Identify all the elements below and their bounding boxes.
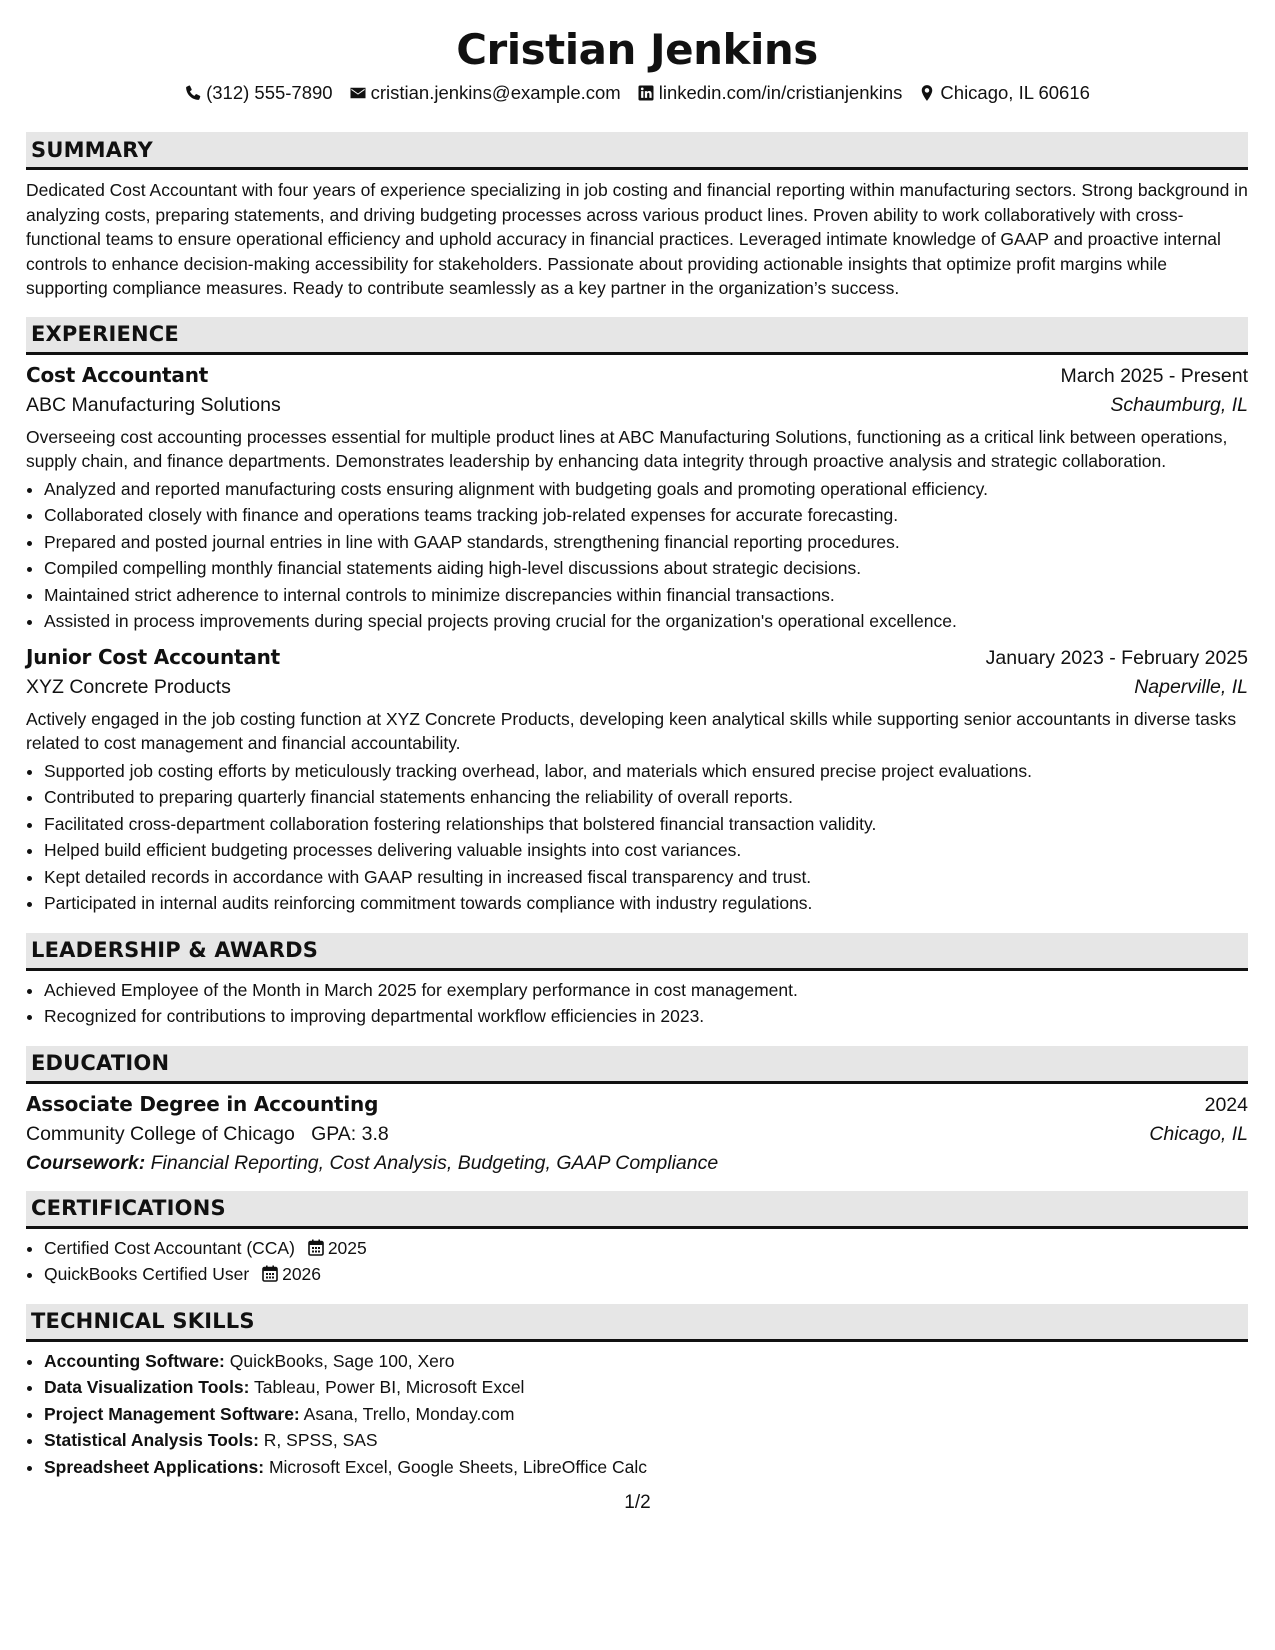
certification-year: 2026 (282, 1264, 322, 1284)
list-item: • Helped build efficient budgeting processes delivering valuable insights into cost variances. (44, 837, 1248, 864)
skill-values: Microsoft Excel, Google Sheets, LibreOffice Calc (268, 1456, 648, 1477)
list-item (44, 1427, 1248, 1454)
job-entry (26, 645, 1248, 917)
skill-values: R, SPSS, SAS (263, 1430, 378, 1450)
job-title: Cost Accountant (26, 362, 209, 387)
skill-values: QuickBooks, Sage 100, Xero (229, 1350, 455, 1371)
skills-section (26, 1304, 1248, 1481)
phone-text: (312) 555-7890 (206, 82, 333, 103)
summary-text: Dedicated Cost Accountant with four years of experience specializing in job costing and financial reporting within manufacturing sectors. Strong background in analyzing costs, preparing statements, and driving budgeting processes across various product lines. Proven ability to work collaboratively with cross-functional teams to ensure operational efficiency and uphold accuracy in financial practices. Leveraged intimate knowledge of GAAP and proactive internal controls to enhance decision-making accessibility for stakeholders. Passionate about providing actionable insights that optimize profit margins while supporting compliance measures. Ready to contribute seamlessly as a key partner in the organization’s success. (26, 180, 1248, 298)
education-section (26, 1046, 1248, 1175)
certification-name: Certified Cost Accountant (CCA) (44, 1237, 295, 1258)
job-dates: March 2025 - Present (1060, 364, 1248, 387)
list-item (44, 1261, 1248, 1288)
contact-phone[interactable] (184, 80, 333, 106)
company-name: ABC Manufacturing Solutions (26, 393, 281, 416)
certifications-section (26, 1191, 1248, 1288)
list-item: • Supported job costing efforts by meticulously tracking overhead, labor, and materials which ensured precise project evaluations. (44, 758, 1248, 785)
coursework-line (26, 1152, 718, 1175)
linkedin-text: linkedin.com/in/cristianjenkins (658, 82, 903, 103)
job-location: Schaumburg, IL (1110, 393, 1248, 416)
list-item: • Recognized for contributions to improving departmental workflow efficiencies in 2023. (44, 1003, 1248, 1030)
map-pin-icon (918, 84, 936, 102)
awards-section (26, 933, 1248, 1030)
skill-category: Project Management Software: (44, 1403, 300, 1424)
linkedin-icon (637, 84, 655, 102)
skill-category: Data Visualization Tools: (44, 1377, 250, 1397)
job-location: Naperville, IL (1134, 675, 1248, 698)
education-entry (26, 1092, 1248, 1175)
section-heading: EXPERIENCE (26, 317, 1248, 355)
skill-values: Tableau, Power BI, Microsoft Excel (254, 1377, 525, 1397)
coursework-label: Coursework: (26, 1151, 146, 1174)
company-name: XYZ Concrete Products (26, 675, 231, 698)
list-item: • Contributed to preparing quarterly financial statements enhancing the reliability of overall reports. (44, 784, 1248, 811)
awards-list (26, 977, 1248, 1030)
list-item: • Collaborated closely with finance and operations teams tracking job-related expenses for accurate forecasting. (44, 502, 1248, 529)
school-location: Chicago, IL (1149, 1122, 1248, 1145)
calendar-icon (308, 1239, 324, 1256)
section-heading: SUMMARY (26, 132, 1248, 170)
list-item: • Prepared and posted journal entries in line with GAAP standards, strengthening financial reporting procedures. (44, 529, 1248, 556)
job-bullets (26, 476, 1248, 635)
skill-category: Spreadsheet Applications: (44, 1456, 265, 1477)
location-text: Chicago, IL 60616 (940, 82, 1090, 103)
section-heading: TECHNICAL SKILLS (26, 1304, 1248, 1342)
school-name: Community College of Chicago (26, 1122, 295, 1145)
experience-section (26, 317, 1248, 917)
section-heading: EDUCATION (26, 1046, 1248, 1084)
list-item: • Assisted in process improvements during special projects proving crucial for the organization's operational excellence. (44, 608, 1248, 635)
skill-category: Statistical Analysis Tools: (44, 1430, 259, 1450)
job-description: Overseeing cost accounting processes essential for multiple product lines at ABC Manufacturing Solutions, functioning as a critical link between operations, supply chain, and finance departments. Demonstrates leadership by enhancing data integrity through proactive analysis and strategic collaboration. (26, 426, 1228, 471)
gpa: GPA: 3.8 (311, 1122, 389, 1145)
graduation-year: 2024 (1204, 1093, 1248, 1116)
certification-name: QuickBooks Certified User (44, 1264, 250, 1284)
section-heading: LEADERSHIP & AWARDS (26, 933, 1248, 971)
skill-values: Asana, Trello, Monday.com (303, 1403, 515, 1424)
degree-name: Associate Degree in Accounting (26, 1091, 379, 1116)
contact-bar (26, 80, 1248, 106)
list-item: • Facilitated cross-department collaboration fostering relationships that bolstered financial transaction validity. (44, 811, 1248, 838)
school-line (26, 1123, 389, 1146)
resume-page (26, 0, 1248, 1480)
list-item: • Compiled compelling monthly financial statements aiding high-level discussions about strategic decisions. (44, 555, 1248, 582)
email-text: cristian.jenkins@example.com (370, 82, 621, 103)
page-number: 1/2 (624, 1492, 651, 1513)
list-item (44, 1374, 1248, 1401)
list-item (44, 1401, 1248, 1428)
coursework-list: Financial Reporting, Cost Analysis, Budgeting, GAAP Compliance (150, 1151, 719, 1174)
job-dates: January 2023 - February 2025 (985, 646, 1248, 669)
contact-location (918, 80, 1089, 106)
list-item: • Analyzed and reported manufacturing costs ensuring alignment with budgeting goals and promoting operational efficiency. (44, 476, 1248, 503)
candidate-name: Cristian Jenkins (456, 25, 818, 74)
job-title: Junior Cost Accountant (26, 644, 281, 669)
contact-email[interactable] (349, 80, 621, 106)
list-item: • Kept detailed records in accordance with GAAP resulting in increased fiscal transparency and trust. (44, 864, 1248, 891)
list-item (44, 1454, 1248, 1481)
list-item (44, 1348, 1248, 1375)
certification-year: 2025 (327, 1237, 367, 1258)
skill-category: Accounting Software: (44, 1350, 225, 1371)
job-description: Actively engaged in the job costing function at XYZ Concrete Products, developing keen analytical skills while supporting senior accountants in diverse tasks related to cost management and financial accountability. (26, 708, 1237, 753)
job-entry (26, 363, 1248, 635)
envelope-icon (349, 84, 367, 102)
phone-icon (184, 84, 202, 102)
list-item: • Participated in internal audits reinforcing commitment towards compliance with industry regulations. (44, 890, 1248, 917)
summary-section (26, 132, 1248, 301)
list-item: • Achieved Employee of the Month in March 2025 for exemplary performance in cost management. (44, 977, 1248, 1004)
job-bullets (26, 758, 1248, 917)
list-item: • Maintained strict adherence to internal controls to minimize discrepancies within financial transactions. (44, 582, 1248, 609)
certifications-list (26, 1235, 1248, 1288)
list-item (44, 1235, 1248, 1262)
calendar-icon (262, 1265, 278, 1282)
contact-linkedin[interactable] (637, 80, 903, 106)
section-heading: CERTIFICATIONS (26, 1191, 1248, 1229)
skills-list (26, 1348, 1248, 1481)
